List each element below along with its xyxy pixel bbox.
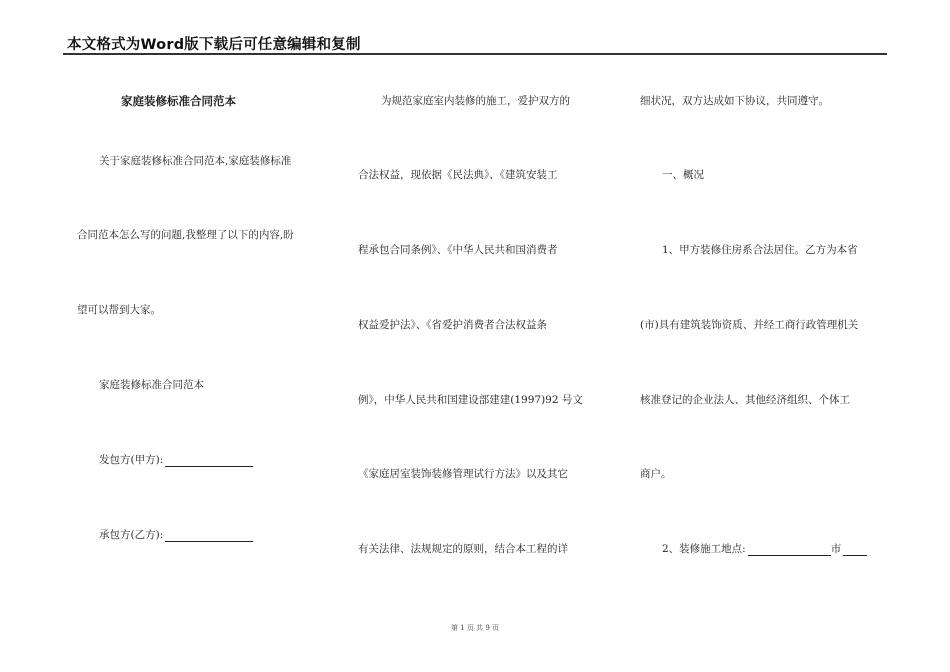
city-blank: [843, 543, 867, 556]
party-b-blank: [165, 529, 253, 542]
contract-title: 家庭装修标准合同范本: [121, 94, 236, 108]
party-a-label: 发包方(甲方):: [99, 454, 164, 466]
party-a-row: [99, 453, 253, 467]
intro-line-3: 望可以帮到大家。: [77, 304, 161, 316]
col2-line-4: 权益爱护法》、《省爱护消费者合法权益条: [358, 319, 547, 331]
col3-line-3: 1、甲方装修住房系合法居住。乙方为本省: [662, 244, 858, 256]
col3-line-5: 核准登记的企业法人、其他经济组织、个体工: [640, 394, 850, 406]
col2-line-7: 有关法律、法规规定的原则，结合本工程的详: [358, 543, 568, 555]
col3-line-1: 细状况，双方达成如下协议，共同遵守。: [640, 95, 829, 107]
col3-line-4: (市)具有建筑装饰资质、并经工商行政管理机关: [640, 319, 859, 331]
col3-line-6: 商户。: [640, 468, 672, 480]
col2-line-2: 合法权益，现依据《民法典》、《建筑安装工: [358, 169, 558, 181]
contract-subtitle: 家庭装修标准合同范本: [99, 379, 204, 391]
intro-line-1: 关于家庭装修标准合同范本,家庭装修标准: [99, 155, 292, 167]
party-b-row: [99, 528, 253, 542]
col2-line-5: 例》，中华人民共和国建设部建建(1997)92 号文: [358, 394, 583, 406]
party-b-label: 承包方(乙方):: [99, 529, 164, 541]
site-address-blank: [748, 543, 831, 556]
page-footer: 第 1 页 共 9 页: [450, 624, 500, 632]
col2-line-3: 程承包合同条例》、《中华人民共和国消费者: [358, 244, 558, 256]
document-header-title: 本文格式为Word版下载后可任意编辑和复制: [67, 37, 361, 53]
col2-line-1: 为规范家庭室内装修的施工，爱护双方的: [381, 95, 570, 107]
section-heading-overview: 一、概况: [662, 169, 704, 181]
city-label: 市: [830, 543, 842, 555]
party-a-blank: [165, 454, 253, 467]
site-address-label: 2、装修施工地点:: [662, 543, 746, 555]
intro-line-2: 合同范本怎么写的问题,我整理了以下的内容,盼: [77, 229, 294, 241]
col2-line-6: 《家庭居室装饰装修管理试行方法》以及其它: [358, 468, 568, 480]
header-divider: [63, 53, 887, 55]
site-address-row: [662, 542, 867, 556]
